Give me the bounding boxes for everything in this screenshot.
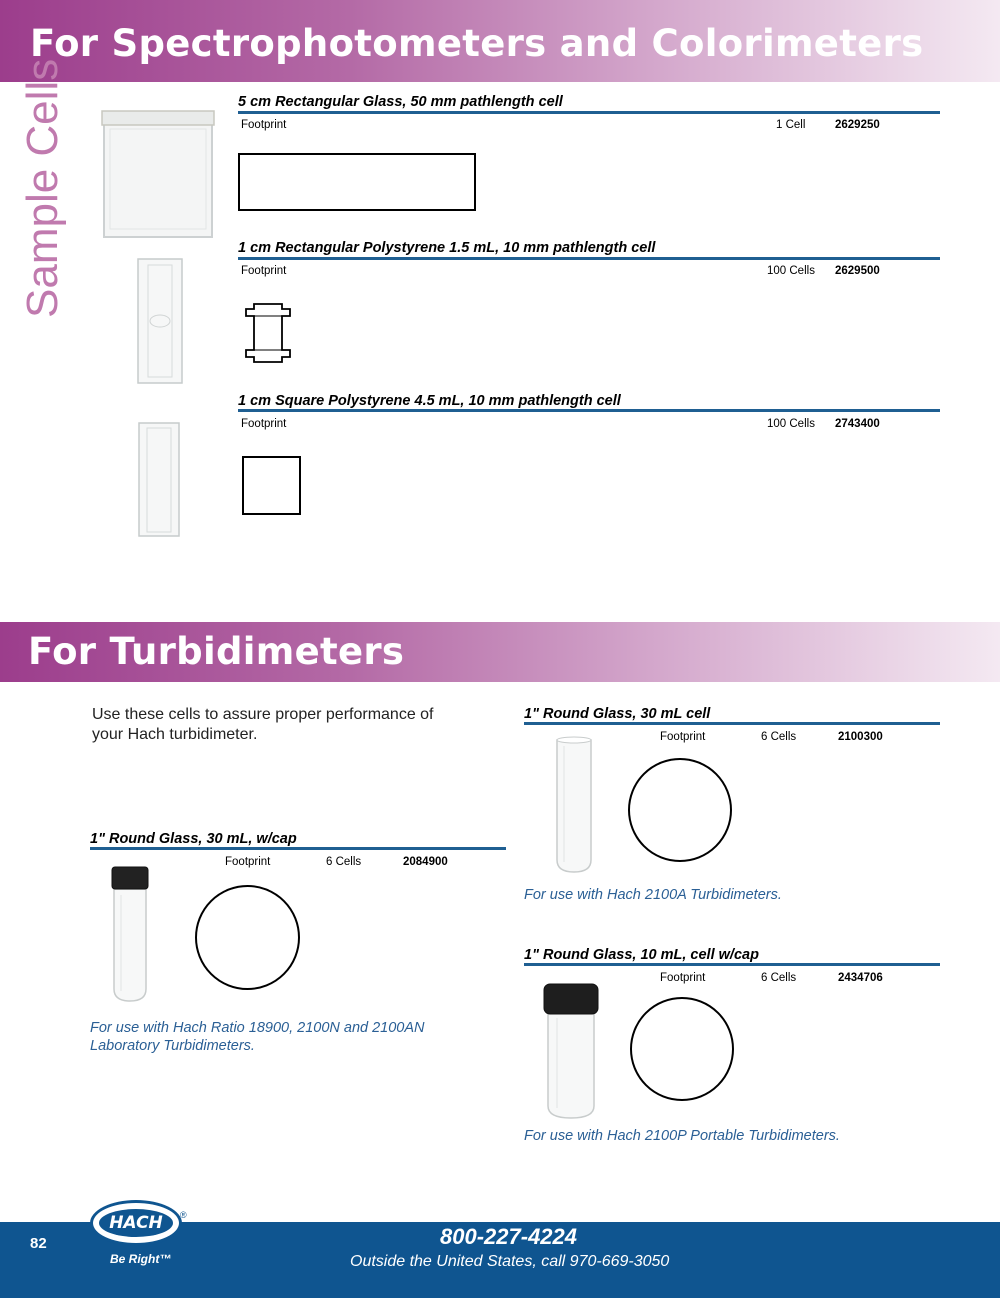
footprint-label: Footprint [225,856,271,868]
footprint-circle [195,885,300,990]
product-image-round-10ml-cap [542,982,600,1120]
catalog-number: 2100300 [838,731,883,743]
product-title: 1 cm Rectangular Polystyrene 1.5 mL, 10 mm pathlength cell [238,240,656,256]
usage-note: For use with Hach 2100P Portable Turbidimeters. [524,1128,840,1144]
footprint-i-shape [244,302,292,364]
international-phone: Outside the United States, call 970-669-3050 [350,1253,670,1270]
product-image-1cm-square [136,420,182,540]
quantity: 6 Cells [326,856,362,868]
section-banner-turbidimeters [0,622,1000,682]
usage-note: For use with Hach 2100A Turbidimeters. [524,887,782,903]
quantity: 100 Cells [767,265,815,277]
title-rule [524,722,940,725]
footprint-circle [628,758,732,862]
quantity: 6 Cells [761,731,797,743]
product-title: 1" Round Glass, 30 mL cell [524,706,711,722]
section-heading-spectro: For Spectrophotometers and Colorimeters [30,22,924,65]
title-rule [238,111,940,114]
section-banner-spectro [0,0,1000,82]
catalog-number: 2743400 [835,418,880,430]
quantity: 1 Cell [776,119,806,131]
footprint-label: Footprint [241,265,287,277]
footprint-label: Footprint [660,972,706,984]
footprint-label: Footprint [241,119,287,131]
usage-note: For use with Hach Ratio 18900, 2100N and 2100AN Laboratory Turbidimeters. [90,1020,425,1054]
catalog-number: 2629500 [835,265,880,277]
product-image-1cm-rect [134,255,186,390]
title-rule [238,257,940,260]
registered-mark: ® [180,1210,187,1220]
product-image-5cm-glass [100,105,218,240]
hach-logo-text: HACH [99,1209,173,1237]
phone-number: 800-227-4224 [440,1224,578,1249]
product-title: 5 cm Rectangular Glass, 50 mm pathlength cell [238,94,563,110]
footprint-rectangle [238,153,476,211]
product-title: 1" Round Glass, 30 mL, w/cap [90,831,297,847]
side-title: Sample Cells [18,58,67,318]
product-title: 1 cm Square Polystyrene 4.5 mL, 10 mm pathlength cell [238,393,621,409]
catalog-number: 2084900 [403,856,448,868]
product-image-round-30ml [554,736,594,874]
footprint-square [242,456,301,515]
title-rule [90,847,506,850]
title-rule [238,409,940,412]
page-number: 82 [30,1235,47,1252]
footprint-circle [630,997,734,1101]
tagline: Be Right™ [110,1252,172,1266]
hach-logo [90,1200,182,1246]
footprint-label: Footprint [660,731,706,743]
title-rule [524,963,940,966]
catalog-number: 2434706 [838,972,883,984]
quantity: 6 Cells [761,972,797,984]
intro-text: Use these cells to assure proper performance of your Hach turbidimeter. [92,706,434,743]
quantity: 100 Cells [767,418,815,430]
product-image-round-30ml-cap [110,865,150,1003]
catalog-number: 2629250 [835,119,880,131]
product-title: 1" Round Glass, 10 mL, cell w/cap [524,947,759,963]
section-heading-turbidimeters: For Turbidimeters [28,630,405,673]
footprint-label: Footprint [241,418,287,430]
